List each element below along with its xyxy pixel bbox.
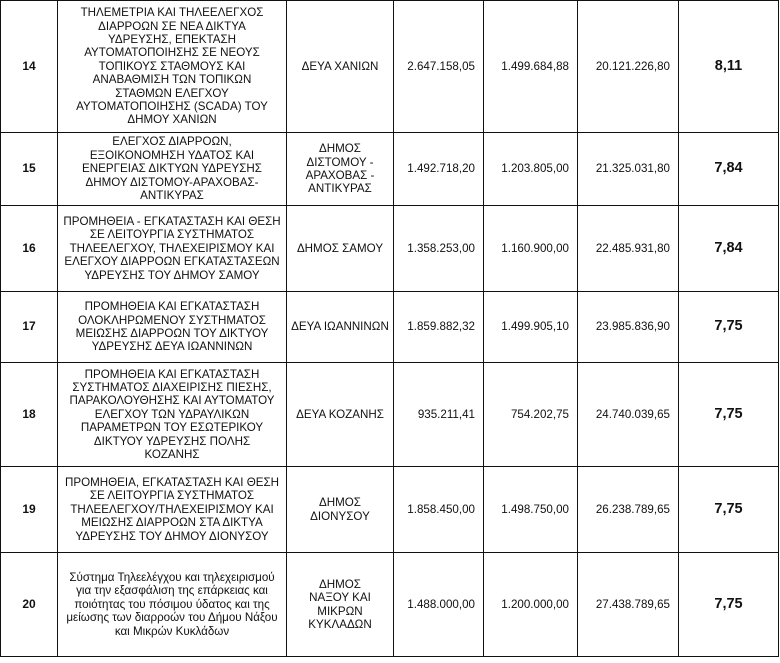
total-budget: 1.358.253,00: [394, 206, 484, 292]
cumulative-amount: 22.485.931,80: [578, 206, 679, 292]
project-title: [58, 553, 287, 657]
row-number: 15: [1, 133, 58, 206]
total-budget: 1.488.000,00: [394, 553, 484, 657]
project-title: [58, 363, 287, 467]
eligible-amount: 1.200.000,00: [484, 553, 578, 657]
row-number: 17: [1, 292, 58, 363]
cumulative-amount: 26.238.789,65: [578, 467, 679, 553]
eligible-amount: 1.499.684,88: [484, 1, 578, 133]
cumulative-amount: 21.325.031,80: [578, 133, 679, 206]
project-title: [58, 467, 287, 553]
total-budget: 1.492.718,20: [394, 133, 484, 206]
beneficiary: [287, 133, 394, 206]
score: 7,84: [679, 133, 779, 206]
project-title-text: ΠΡΟΜΗΘΕΙΑ - ΕΓΚΑΤΑΣΤΑΣΗ ΚΑΙ ΘΕΣΗ ΣΕ ΛΕΙΤΟΥΡΓΙΑ ΣΥΣΤΗΜΑΤΟΣ ΤΗΛΕΕΛΕΓΧΟΥ, ΤΗΛΕΧΕΙΡΙΣΜΟΥ ΚΑΙ ΕΛΕΓΧΟΥ ΔΙΑΡΡΟΩΝ ΕΓΚΑΤΑΣΤΑΣΕΩΝ ΥΔΡΕΥΣΗΣ ΤΟΥ ΔΗΜΟΥ ΣΑΜΟΥ: [63, 214, 281, 282]
eligible-amount: 1.203.805,00: [484, 133, 578, 206]
project-title-text: ΠΡΟΜΗΘΕΙΑ, ΕΓΚΑΤΑΣΤΑΣΗ ΚΑΙ ΘΕΣΗ ΣΕ ΛΕΙΤΟΥΡΓΙΑ ΣΥΣΤΗΜΑΤΟΣ ΤΗΛΕΕΛΕΓΧΟΥ/ΤΗΛΕΧΕΙΡΙΣΜΟΥ ΚΑΙ ΜΕΙΩΣΗΣ ΔΙΑΡΡΟΩΝ ΣΤΑ ΔΙΚΤΥΑ ΥΔΡΕΥΣΗΣ ΤΟΥ ΔΗΜΟΥ ΔΙΟΝΥΣΟΥ: [64, 475, 280, 543]
table-row: [1, 467, 779, 553]
cumulative-amount: 20.121.226,80: [578, 1, 679, 133]
score: 7,75: [679, 553, 779, 657]
total-budget: 1.858.450,00: [394, 467, 484, 553]
beneficiary: ΔΕΥΑ ΚΟΖΑΝΗΣ: [287, 363, 394, 467]
beneficiary: ΔΗΜΟΣ ΣΑΜΟΥ: [287, 206, 394, 292]
row-number: 16: [1, 206, 58, 292]
row-number: 19: [1, 467, 58, 553]
eligible-amount: 754.202,75: [484, 363, 578, 467]
project-title-text: ΠΡΟΜΗΘΕΙΑ ΚΑΙ ΕΓΚΑΤΑΣΤΑΣΗ ΟΛΟΚΛΗΡΩΜΕΝΟΥ ΣΥΣΤΗΜΑΤΟΣ ΜΕΙΩΣΗΣ ΔΙΑΡΡΟΩΝ ΤΟΥ ΔΙΚΤΥΟΥ ΥΔΡΕΥΣΗΣ ΔΕΥΑ ΙΩΑΝΝΙΝΩΝ: [75, 300, 269, 354]
project-title-text: ΤΗΛΕΜΕΤΡΙΑ ΚΑΙ ΤΗΛΕΕΛΕΓΧΟΣ ΔΙΑΡΡΟΩΝ ΣΕ ΝΕΑ ΔΙΚΤΥΑ ΥΔΡΕΥΣΗΣ, ΕΠΕΚΤΑΣΗ ΑΥΤΟΜΑΤΟΠΟΙΗΣΗΣ ΣΕ ΝΕΟΥΣ ΤΟΠΙΚΟΥΣ ΣΤΑΘΜΟΥΣ ΚΑΙ ΑΝΑΒΑΘΜΙΣΗ ΤΩΝ ΤΟΠΙΚΩΝ ΣΤΑΘΜΩΝ ΕΛΕΓΧΟΥ ΑΥΤΟΜΑΤΟΠΟΙΗΣΗΣ (SCADA) ΤΟΥ ΔΗΜΟΥ ΧΑΝΙΩΝ: [76, 6, 268, 127]
project-title-text: ΠΡΟΜΗΘΕΙΑ ΚΑΙ ΕΓΚΑΤΑΣΤΑΣΗ ΣΥΣΤΗΜΑΤΟΣ ΔΙΑΧΕΙΡΙΣΗΣ ΠΙΕΣΗΣ, ΠΑΡΑΚΟΛΟΥΘΗΣΗΣ ΚΑΙ ΑΥΤΟΜΑΤΟΥ ΕΛΕΓΧΟΥ ΤΩΝ ΥΔΡΑΥΛΙΚΩΝ ΠΑΡΑΜΕΤΡΩΝ ΤΟΥ ΕΣΩΤΕΡΙΚΟΥ ΔΙΚΤΥΟΥ ΥΔΡΕΥΣΗΣ ΠΟΛΗΣ ΚΟΖΑΝΗΣ: [69, 367, 275, 462]
eligible-amount: 1.160.900,00: [484, 206, 578, 292]
beneficiary-text: ΔΗΜΟΣ ΔΙΣΤΟΜΟΥ - ΑΡΑΧΟΒΑΣ - ΑΝΤΙΚΥΡΑΣ: [305, 142, 375, 196]
beneficiary: ΔΕΥΑ ΙΩΑΝΝΙΝΩΝ: [287, 292, 394, 363]
table-row: [1, 363, 779, 467]
eligible-amount: 1.499.905,10: [484, 292, 578, 363]
table-row: [1, 292, 779, 363]
project-title-text: ΕΛΕΓΧΟΣ ΔΙΑΡΡΟΩΝ, ΕΞΟΙΚΟΝΟΜΗΣΗ ΥΔΑΤΟΣ ΚΑΙ ΕΝΕΡΓΕΙΑΣ ΔΙΚΤΥΩΝ ΥΔΡΕΥΣΗΣ ΔΗΜΟΥ ΔΙΣΤΟΜΟΥ-ΑΡΑΧΟΒΑΣ-ΑΝΤΙΚΥΡΑΣ: [82, 135, 262, 203]
project-title: [58, 206, 287, 292]
row-number: 18: [1, 363, 58, 467]
score: 8,11: [679, 1, 779, 133]
row-number: 14: [1, 1, 58, 133]
project-title-text: Σύστημα Τηλεελέγχου και τηλεχειρισμού για την εξασφάλιση της επάρκειας και ποιότητας του πόσιμου ύδατος και της μείωσης των διαρροών του Δήμου Νάξου και Μικρών Κυκλάδων: [66, 570, 278, 638]
eligible-amount: 1.498.750,00: [484, 467, 578, 553]
total-budget: 935.211,41: [394, 363, 484, 467]
score: 7,75: [679, 363, 779, 467]
total-budget: 2.647.158,05: [394, 1, 484, 133]
beneficiary: ΔΗΜΟΣ ΔΙΟΝΥΣΟΥ: [287, 467, 394, 553]
project-title: [58, 1, 287, 133]
cumulative-amount: 24.740.039,65: [578, 363, 679, 467]
table-row: [1, 206, 779, 292]
score: 7,75: [679, 467, 779, 553]
score: 7,84: [679, 206, 779, 292]
project-title: [58, 292, 287, 363]
table-row: [1, 1, 779, 133]
table-body: [1, 1, 779, 657]
project-title: [58, 133, 287, 206]
row-number: 20: [1, 553, 58, 657]
total-budget: 1.859.882,32: [394, 292, 484, 363]
beneficiary: [287, 553, 394, 657]
table-row: [1, 133, 779, 206]
beneficiary-text: ΔΗΜΟΣ ΝΑΞΟΥ ΚΑΙ ΜΙΚΡΩΝ ΚΥΚΛΑΔΩΝ: [308, 577, 372, 631]
beneficiary: ΔΕΥΑ ΧΑΝΙΩΝ: [287, 1, 394, 133]
score: 7,75: [679, 292, 779, 363]
cumulative-amount: 27.438.789,65: [578, 553, 679, 657]
cumulative-amount: 23.985.836,90: [578, 292, 679, 363]
table-row: [1, 553, 779, 657]
